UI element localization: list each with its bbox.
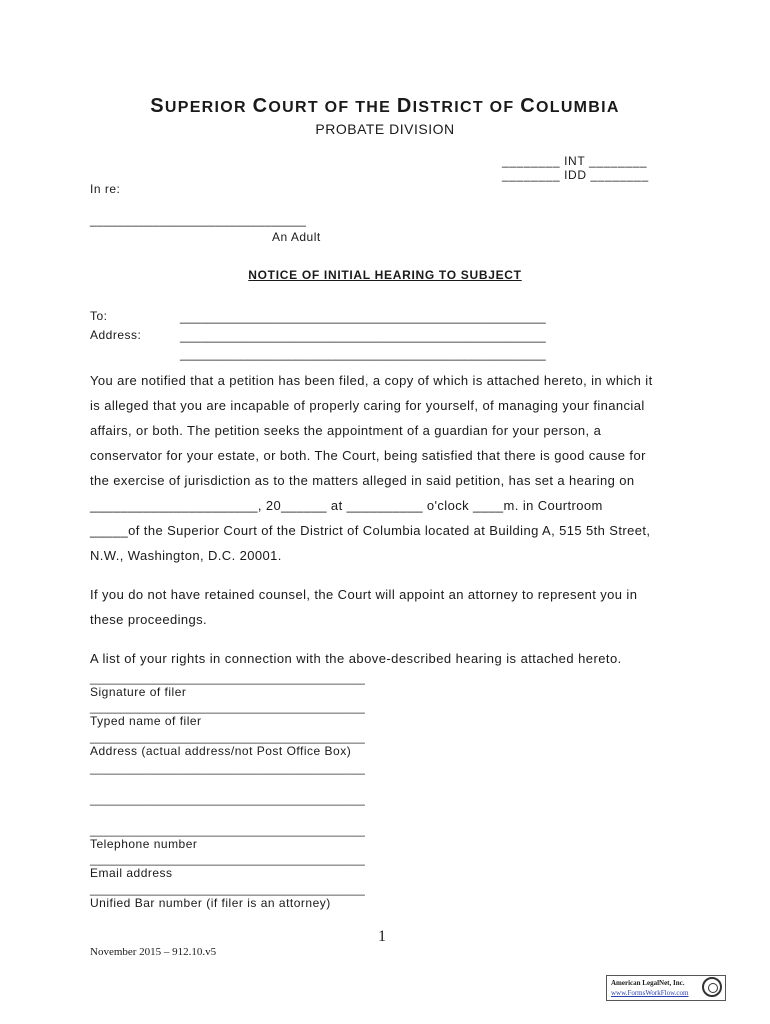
paragraph-line: conservator for your estate, or both. The Court, being satisfied that there is good cause for bbox=[90, 448, 646, 463]
counsel-paragraph bbox=[90, 582, 690, 632]
telephone-line[interactable]: ________________________________________ bbox=[90, 823, 365, 837]
courtroom-line[interactable]: _____of the Superior Court of the District of Columbia located at Building A, 515 5th Street, bbox=[90, 523, 651, 538]
to-label: To: bbox=[90, 309, 108, 323]
paragraph-line: the exercise of jurisdiction as to the matters alleged in said petition, has set a hearing on bbox=[90, 473, 635, 488]
subject-name-line[interactable]: _______________________________ bbox=[90, 213, 307, 227]
address-field-line-2[interactable]: ______________________________________________________ bbox=[180, 347, 546, 361]
page-number: 1 bbox=[378, 928, 386, 945]
email-line[interactable]: ________________________________________ bbox=[90, 852, 365, 866]
signature-label: Signature of filer bbox=[90, 685, 187, 699]
signature-line[interactable]: ________________________________________ bbox=[90, 671, 365, 685]
typed-name-line[interactable]: ________________________________________ bbox=[90, 700, 365, 714]
publisher-name: American LegalNet, Inc. bbox=[611, 979, 685, 987]
publisher-logo[interactable] bbox=[606, 975, 726, 1001]
publisher-link[interactable]: www.FormsWorkFlow.com bbox=[611, 989, 689, 997]
to-field-line[interactable]: ______________________________________________________ bbox=[180, 310, 546, 324]
paragraph-line: these proceedings. bbox=[90, 612, 208, 627]
an-adult-label: An Adult bbox=[272, 230, 321, 244]
paragraph-line: N.W., Washington, D.C. 20001. bbox=[90, 548, 282, 563]
paragraph-line: You are notified that a petition has been filed, a copy of which is attached hereto, in which it bbox=[90, 373, 653, 388]
address-field-line-1[interactable]: ______________________________________________________ bbox=[180, 329, 546, 343]
address-line[interactable]: ________________________________________ bbox=[90, 730, 365, 744]
seal-icon bbox=[702, 977, 722, 997]
paragraph-line: affairs, or both. The petition seeks the appointment of a guardian for your person, a bbox=[90, 423, 602, 438]
in-re-label: In re: bbox=[90, 182, 121, 196]
court-title: SUPERIOR COURT OF THE DISTRICT OF COLUMBIA bbox=[150, 95, 620, 117]
rights-paragraph: A list of your rights in connection with the above-described hearing is attached hereto. bbox=[90, 651, 622, 666]
form-revision: November 2015 – 912.10.v5 bbox=[90, 946, 217, 958]
notice-paragraph bbox=[90, 368, 690, 568]
case-number-int[interactable]: ________ INT ________ bbox=[502, 154, 648, 168]
address-line-2[interactable]: ________________________________________ bbox=[90, 761, 365, 775]
paragraph-line: is alleged that you are incapable of properly caring for yourself, of managing your financial bbox=[90, 398, 645, 413]
address-line-3[interactable]: ________________________________________ bbox=[90, 792, 365, 806]
division-title: PROBATE DIVISION bbox=[315, 121, 455, 137]
address-label: Address: bbox=[90, 328, 142, 342]
telephone-label: Telephone number bbox=[90, 837, 198, 851]
bar-number-line[interactable]: ________________________________________ bbox=[90, 882, 365, 896]
case-number-idd[interactable]: ________ IDD ________ bbox=[502, 168, 649, 182]
notice-title: NOTICE OF INITIAL HEARING TO SUBJECT bbox=[248, 268, 522, 282]
typed-name-label: Typed name of filer bbox=[90, 714, 202, 728]
bar-number-label: Unified Bar number (if filer is an attorney) bbox=[90, 896, 331, 910]
hearing-date-line[interactable]: ______________________, 20______ at __________ o'clock ____m. in Courtroom bbox=[90, 498, 603, 513]
filer-address-label: Address (actual address/not Post Office Box) bbox=[90, 744, 352, 758]
email-label: Email address bbox=[90, 866, 173, 880]
paragraph-line: If you do not have retained counsel, the Court will appoint an attorney to represent you in bbox=[90, 587, 638, 602]
